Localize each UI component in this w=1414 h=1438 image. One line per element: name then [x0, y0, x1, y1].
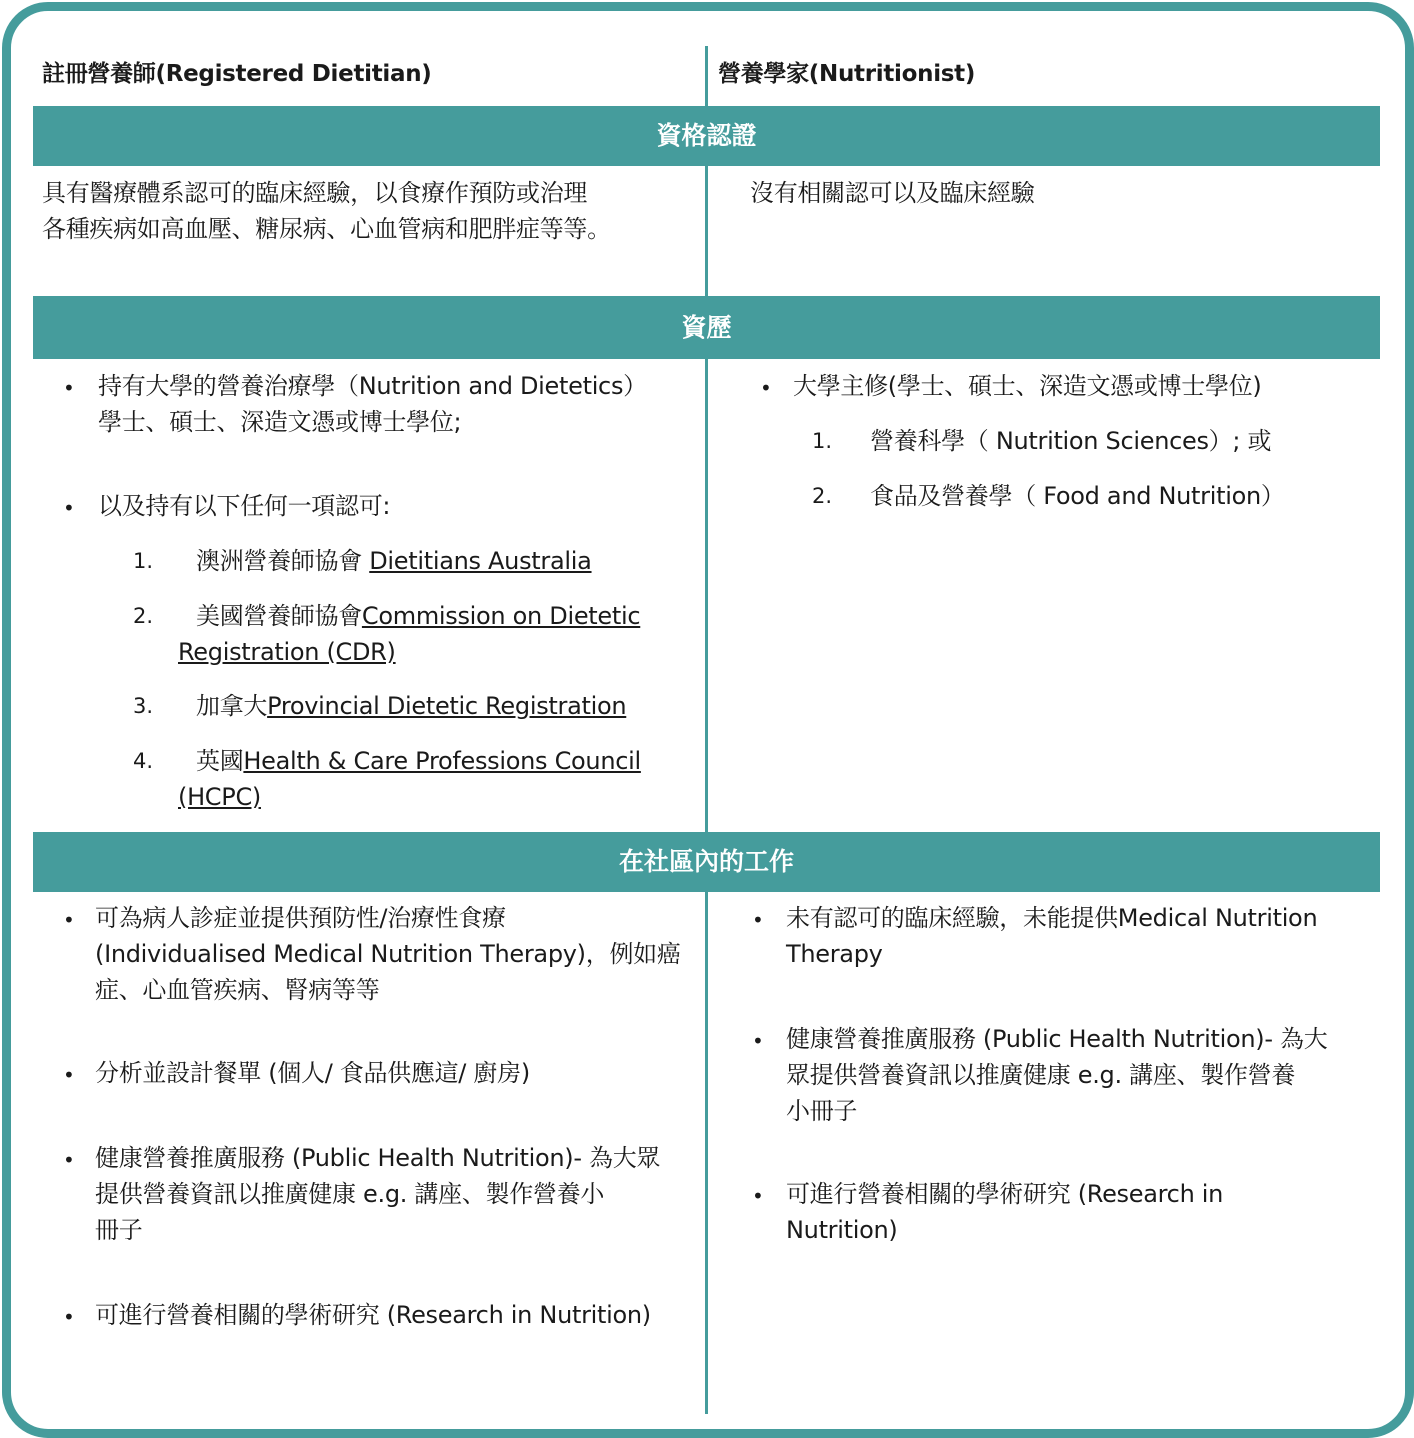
community-right-b1-line2: Therapy: [786, 940, 883, 968]
item-en-link-continued[interactable]: Registration (CDR): [178, 638, 396, 666]
qual-right-bullet1: 大學主修(學士、碩士、深造文憑或博士學位): [793, 372, 1262, 400]
item-en-link[interactable]: Provincial Dietetic Registration: [267, 692, 627, 720]
item-cn-label: 美國營養師協會: [196, 602, 362, 630]
community-right-b1-line1: 未有認可的臨床經驗，未能提供Medical Nutrition: [786, 904, 1318, 932]
community-right-b2-line1: 健康營養推廣服務 (Public Health Nutrition)- 為大: [786, 1025, 1328, 1053]
bullet-icon: •: [63, 1305, 75, 1329]
section-header-accreditation: 資格認證: [33, 106, 1380, 166]
qual-left-bullet1-line2: 學士、碩士、深造文憑或博士學位;: [98, 408, 462, 436]
column-divider: [705, 166, 708, 296]
right-column-title: 營養學家(Nutritionist): [718, 61, 976, 87]
list-number: 1.: [133, 549, 154, 573]
community-right-b3-line1: 可進行營養相關的學術研究 (Research in: [786, 1180, 1224, 1208]
item-en-link[interactable]: Dietitians Australia: [369, 547, 592, 575]
qual-right-item2: 食品及營養學（ Food and Nutrition）: [870, 482, 1285, 510]
bullet-icon: •: [63, 1148, 75, 1172]
bullet-icon: •: [752, 908, 764, 932]
qual-right-item1: 營養科學（ Nutrition Sciences）; 或: [870, 427, 1272, 455]
community-left-b2: 分析並設計餐單 (個人/ 食品供應這/ 廚房): [95, 1059, 530, 1087]
community-left-b3-line1: 健康營養推廣服務 (Public Health Nutrition)- 為大眾: [95, 1144, 661, 1172]
section-header-community: 在社區內的工作: [33, 832, 1380, 892]
bullet-icon: •: [63, 376, 75, 400]
community-left-b4: 可進行營養相關的學術研究 (Research in Nutrition): [95, 1301, 651, 1329]
item-cn-label: 澳洲營養師協會: [196, 547, 370, 575]
item-en-link[interactable]: Health & Care Professions Council: [243, 747, 641, 775]
bullet-icon: •: [63, 908, 75, 932]
bullet-icon: •: [63, 1063, 75, 1087]
bullet-icon: •: [752, 1029, 764, 1053]
list-number: 3.: [133, 694, 154, 718]
community-left-b1-line1: 可為病人診症並提供預防性/治療性食療: [95, 904, 506, 932]
list-item-accreditation-body: [196, 688, 626, 724]
community-left-b1-line2: (Individualised Medical Nutrition Therapy)，例如癌: [95, 940, 681, 968]
column-divider: [705, 892, 708, 1414]
qual-left-bullet1-line1: 持有大學的營養治療學（Nutrition and Dietetics）: [98, 372, 647, 400]
item-en-link[interactable]: Commission on Dietetic: [361, 602, 641, 630]
accreditation-right-text: 沒有相關認可以及臨床經驗: [750, 179, 1035, 207]
bullet-icon: •: [63, 496, 75, 520]
list-item-accreditation-body: [196, 543, 592, 579]
item-cn-label: 英國: [196, 747, 244, 775]
qual-left-bullet2: 以及持有以下任何一項認可:: [98, 492, 391, 520]
item-en-link-continued[interactable]: (HCPC): [178, 783, 261, 811]
list-number: 4.: [133, 749, 154, 773]
left-column-title: 註冊營養師(Registered Dietitian): [42, 61, 432, 87]
community-left-b3-line3: 冊子: [95, 1216, 143, 1244]
bullet-icon: •: [752, 1184, 764, 1208]
column-divider: [705, 359, 708, 832]
community-right-b2-line2: 眾提供營養資訊以推廣健康 e.g. 講座、製作營養: [786, 1061, 1296, 1089]
bullet-icon: •: [760, 376, 772, 400]
column-divider: [705, 46, 708, 106]
community-left-b1-line3: 症、心血管疾病、腎病等等: [95, 976, 380, 1004]
accreditation-left-line1: 具有醫療體系認可的臨床經驗，以食療作預防或治理: [42, 179, 588, 207]
community-right-b3-line2: Nutrition): [786, 1216, 898, 1244]
list-number: 2.: [133, 604, 154, 628]
item-cn-label: 加拿大: [196, 692, 268, 720]
accreditation-left-line2: 各種疾病如高血壓、糖尿病、心血管病和肥胖症等等。: [42, 215, 611, 243]
list-number: 2.: [812, 484, 833, 508]
list-number: 1.: [812, 429, 833, 453]
list-item-accreditation-body: [196, 598, 640, 634]
community-right-b2-line3: 小冊子: [786, 1097, 858, 1125]
list-item-accreditation-body: [196, 743, 641, 779]
section-header-qualifications: 資歷: [33, 296, 1380, 359]
community-left-b3-line2: 提供營養資訊以推廣健康 e.g. 講座、製作營養小: [95, 1180, 605, 1208]
